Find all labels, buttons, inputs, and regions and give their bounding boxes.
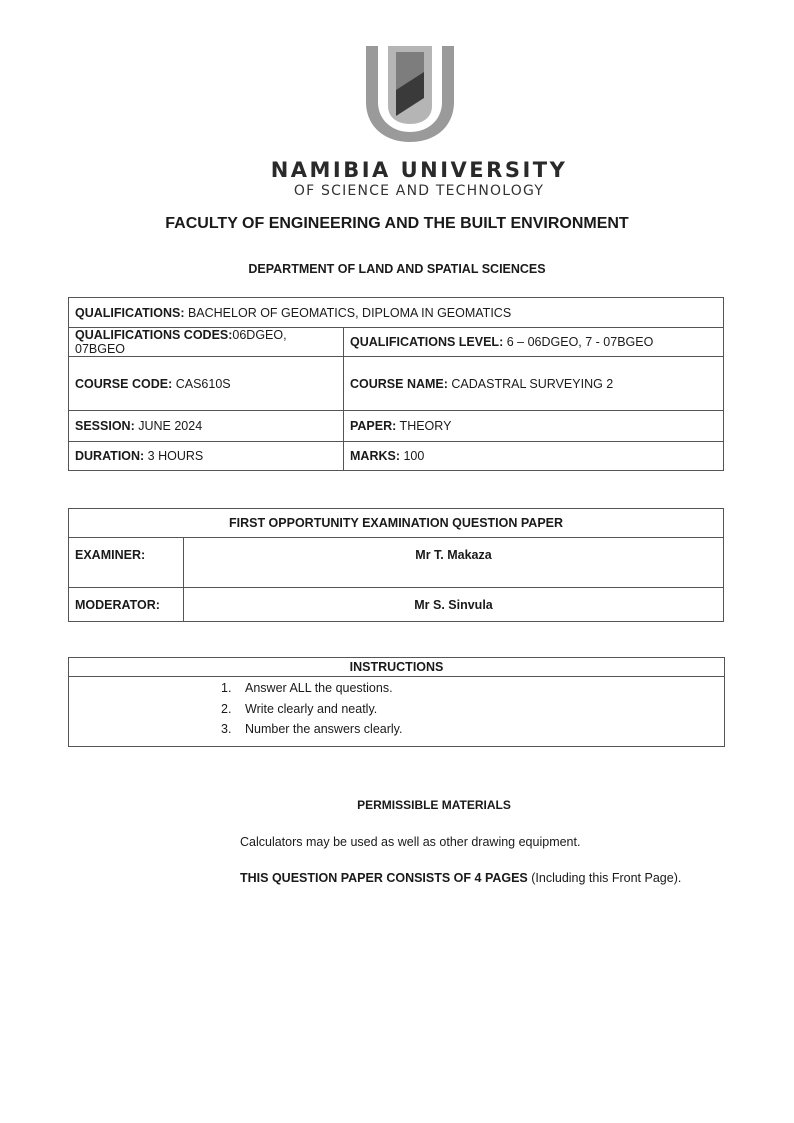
moderator-row xyxy=(69,588,724,622)
pages-note-bold: THIS QUESTION PAPER CONSISTS OF 4 PAGES xyxy=(240,871,528,885)
university-name: NAMIBIA UNIVERSITY xyxy=(270,158,568,182)
level-cell xyxy=(344,328,724,357)
codes-row xyxy=(69,328,724,357)
moderator-value: Mr S. Sinvula xyxy=(184,588,724,622)
session-label: SESSION: xyxy=(75,419,135,433)
course-code-label: COURSE CODE: xyxy=(75,376,173,391)
instruction-text: Number the answers clearly. xyxy=(245,722,403,736)
examination-table xyxy=(68,508,724,622)
instructions-box xyxy=(68,657,725,747)
level-label: QUALIFICATIONS LEVEL: xyxy=(350,335,504,349)
instruction-number: 1. xyxy=(221,681,232,695)
examiner-row xyxy=(69,538,724,588)
instruction-text: Answer ALL the questions. xyxy=(245,681,393,695)
faculty-title: FACULTY OF ENGINEERING AND THE BUILT ENVIRONMENT xyxy=(165,215,629,232)
examiner-value: Mr T. Makaza xyxy=(184,538,724,588)
marks-value: 100 xyxy=(400,449,425,463)
paper-cell xyxy=(344,411,724,442)
paper-value: THEORY xyxy=(396,419,452,433)
codes-cell xyxy=(69,328,344,357)
university-logo-icon xyxy=(362,42,458,144)
exam-header-row xyxy=(69,509,724,538)
course-name-value: CADASTRAL SURVEYING 2 xyxy=(447,376,614,391)
marks-label: MARKS: xyxy=(350,449,400,463)
duration-row xyxy=(69,442,724,471)
duration-label: DURATION: xyxy=(75,449,145,463)
course-details-table xyxy=(68,297,724,471)
instruction-number: 2. xyxy=(221,701,232,716)
instruction-item xyxy=(221,699,402,720)
instruction-number: 3. xyxy=(221,722,232,736)
course-row xyxy=(69,357,724,411)
qualifications-cell xyxy=(69,298,724,328)
pages-note xyxy=(240,871,681,885)
duration-value: 3 HOURS xyxy=(144,449,204,463)
course-name-cell xyxy=(344,357,724,411)
instruction-text: Write clearly and neatly. xyxy=(245,701,378,716)
qualifications-label: QUALIFICATIONS: xyxy=(75,305,185,320)
instruction-item xyxy=(221,719,402,740)
moderator-label: MODERATOR: xyxy=(69,588,184,622)
materials-header: PERMISSIBLE MATERIALS xyxy=(357,798,511,812)
instruction-item xyxy=(221,678,402,699)
exam-header: FIRST OPPORTUNITY EXAMINATION QUESTION PAPER xyxy=(69,509,724,538)
pages-note-rest: (Including this Front Page). xyxy=(527,871,682,885)
codes-value: 06DGEO, 07BGEO xyxy=(75,328,287,356)
codes-label: QUALIFICATIONS CODES: xyxy=(75,328,233,342)
session-cell xyxy=(69,411,344,442)
level-value: 6 – 06DGEO, 7 - 07BGEO xyxy=(503,335,654,349)
department-title: DEPARTMENT OF LAND AND SPATIAL SCIENCES xyxy=(248,262,546,276)
course-name-label: COURSE NAME: xyxy=(350,376,448,391)
materials-text: Calculators may be used as well as other drawing equipment. xyxy=(240,835,581,849)
paper-label: PAPER: xyxy=(350,419,397,433)
duration-cell xyxy=(69,442,344,471)
examiner-label: EXAMINER: xyxy=(69,538,184,588)
university-subtitle: OF SCIENCE AND TECHNOLOGY xyxy=(293,183,545,199)
session-value: JUNE 2024 xyxy=(134,419,203,433)
qualifications-value: BACHELOR OF GEOMATICS, DIPLOMA IN GEOMATICS xyxy=(184,305,512,320)
session-row xyxy=(69,411,724,442)
qualifications-row xyxy=(69,298,724,328)
marks-cell xyxy=(344,442,724,471)
course-code-cell xyxy=(69,357,344,411)
course-code-value: CAS610S xyxy=(172,376,231,391)
instructions-list xyxy=(221,678,402,740)
instructions-header: INSTRUCTIONS xyxy=(69,658,724,677)
